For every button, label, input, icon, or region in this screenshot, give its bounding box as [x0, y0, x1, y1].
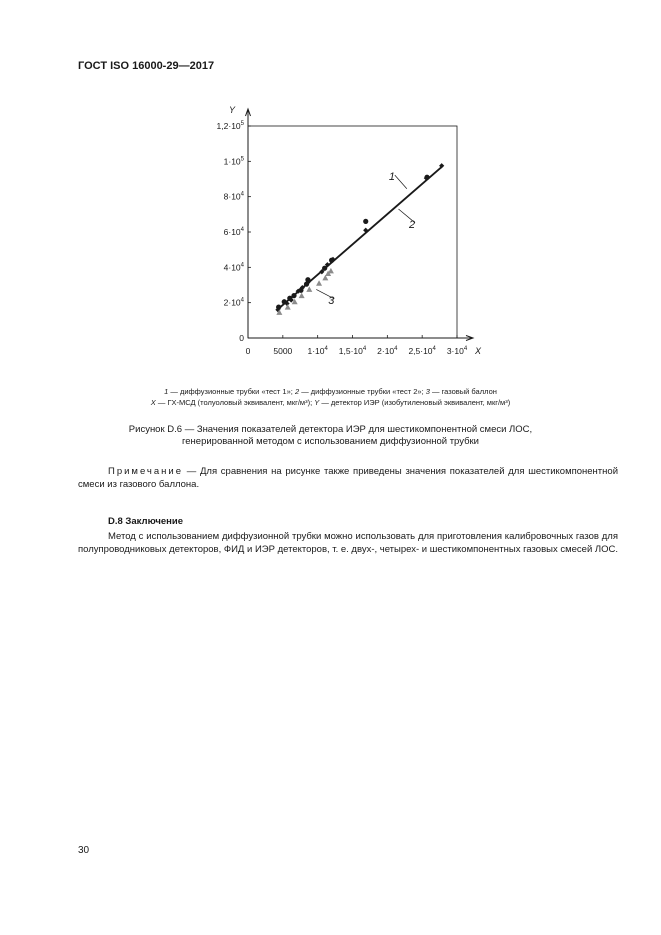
caption-line-1: Рисунок D.6 — Значения показателей детектора ИЭР для шестикомпонентной смеси ЛОС, — [128, 424, 533, 435]
y-tick-label: $1\cdot 10^5$ — [223, 156, 244, 167]
legend-text-1: — диффузионные трубки «тест 1»; — [168, 387, 295, 396]
x-tick-label: $2\cdot 10^4$ — [377, 346, 398, 356]
point-series-3 — [316, 280, 322, 286]
legend-text-x: — ГХ-МСД (толуоловый эквивалент, мкг/м³); — [155, 398, 315, 407]
series-label-2: 2 — [409, 218, 416, 231]
note-text: — Для сравнения на рисунке также приведены значения показателей для шестикомпонентной смеси из газового баллона. — [78, 466, 618, 490]
section-text: Метод с использованием диффузионной трубки можно использовать для приготовления калибровочных газов для полупроводниковых детекторов, ФИД и ИЭР детекторов, т. е. двух-, четырех- и шестикомпонентных газовых смесей ЛОС. — [78, 531, 619, 555]
point-series-3 — [306, 286, 312, 292]
y-tick-label: $2\cdot 10^4$ — [223, 297, 244, 308]
x-tick-label: $3\cdot 10^4$ — [446, 346, 468, 356]
section-title: D.8 Заключение — [108, 516, 183, 527]
section-paragraph — [78, 530, 618, 556]
legend-num-1: 1 — [164, 387, 169, 396]
y-tick-label: $8\cdot 10^4$ — [223, 191, 244, 202]
figure-legend — [0, 386, 661, 408]
point-series-1 — [291, 293, 296, 298]
legend-num-2: 2 — [294, 387, 300, 396]
document-header: ГОСТ ISO 16000-29—2017 — [78, 60, 215, 72]
point-series-3 — [299, 293, 305, 299]
series-label-1: 1 — [388, 171, 395, 184]
point-series-1 — [322, 266, 327, 271]
x-tick-label: $2,5\cdot 10^4$ — [408, 346, 436, 356]
y-tick-label: $4\cdot 10^4$ — [223, 262, 244, 273]
x-tick-label: 0 — [245, 346, 251, 356]
legend-text-y: — детектор ИЭР (изобутиленовый эквивалент, мкг/м³) — [319, 398, 511, 407]
point-series-3 — [328, 268, 334, 274]
legend-num-3: 3 — [425, 387, 430, 396]
series-label-3: 3 — [328, 294, 335, 307]
x-tick-label: 5000 — [273, 346, 293, 356]
x-axis-label: X — [475, 346, 482, 356]
y-axis-label: Y — [229, 105, 236, 115]
note-paragraph — [78, 465, 618, 491]
figure-chart — [0, 0, 661, 400]
legend-text-2: — диффузионные трубки «тест 2»; — [299, 387, 426, 396]
series-label-leader — [395, 175, 407, 189]
y-tick-label: $1,2\cdot 10^5$ — [216, 121, 244, 131]
y-tick-label: 0 — [239, 333, 244, 343]
x-tick-label: $1,5\cdot 10^4$ — [338, 346, 367, 356]
figure-caption — [0, 424, 661, 448]
note-label: Примечание — [108, 466, 183, 477]
page-number: 30 — [78, 845, 90, 856]
point-series-1 — [363, 219, 368, 224]
legend-x-var: X — [150, 398, 156, 407]
caption-line-2: генерированной методом с использованием диффузионной трубки — [182, 436, 479, 447]
x-tick-label: $1\cdot 10^4$ — [307, 346, 328, 356]
legend-y-var: Y — [314, 398, 320, 407]
y-tick-label: $6\cdot 10^4$ — [223, 227, 244, 237]
legend-text-3: — газовый баллон — [429, 387, 497, 396]
point-series-3 — [285, 304, 291, 310]
